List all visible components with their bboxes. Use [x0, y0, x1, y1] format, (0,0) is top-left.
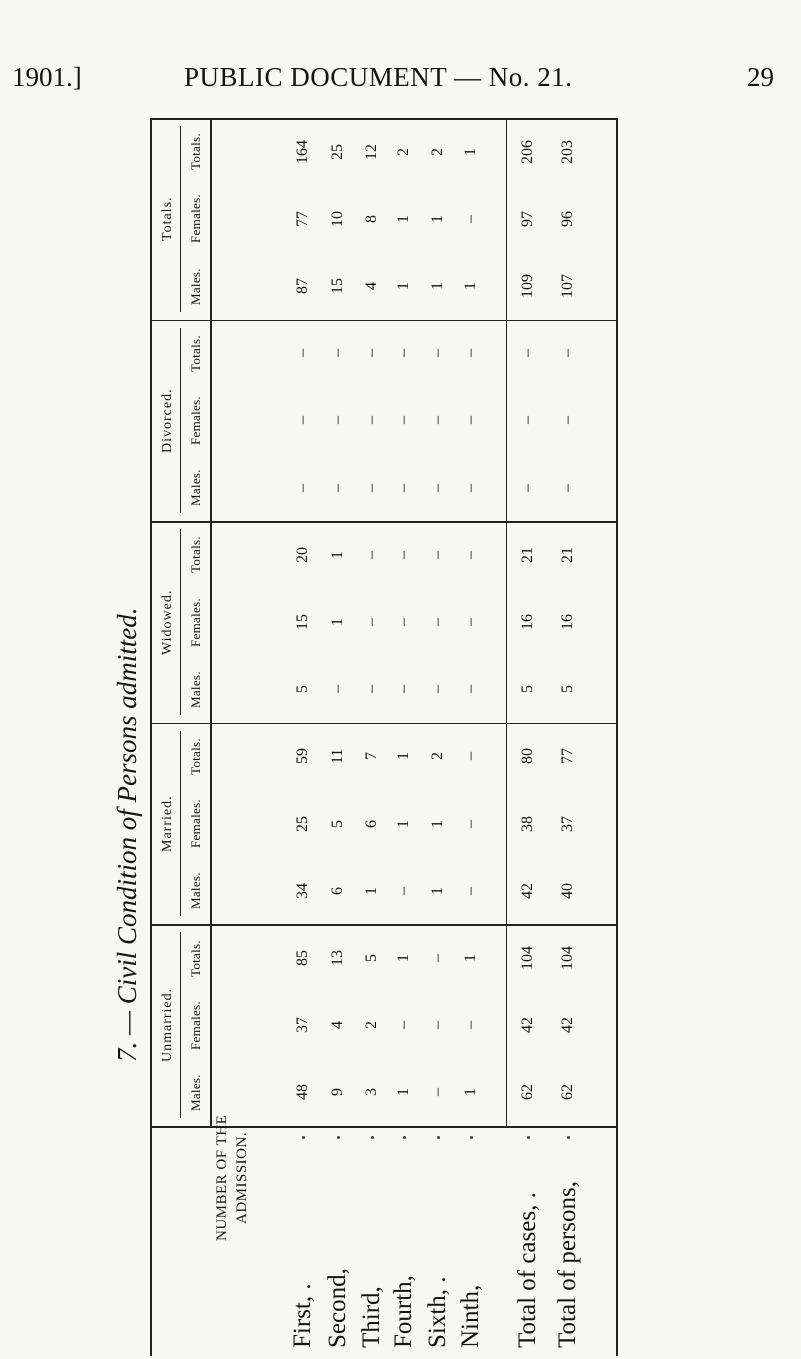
total-cases-cell: 206: [519, 139, 536, 164]
leader-dot: [437, 1136, 440, 1139]
total-persons-cell: 62: [559, 1084, 576, 1101]
leader-dot: [470, 1136, 473, 1139]
table-cell: 25: [329, 143, 346, 160]
table-cell: 13: [329, 950, 346, 966]
table-cell: –: [395, 886, 412, 895]
total-persons-cell: 77: [559, 748, 576, 765]
column-header-males: Males.: [188, 670, 203, 708]
table-cell: –: [294, 483, 311, 492]
total-persons-cell: 96: [559, 210, 576, 227]
table-cell: –: [329, 685, 346, 694]
table-cell: –: [395, 685, 412, 694]
table-cell: 1: [429, 886, 446, 895]
table-cell: 85: [294, 950, 311, 966]
table-cell: 5: [294, 685, 311, 694]
table-cell: 1: [395, 282, 412, 290]
table-cell: –: [462, 685, 479, 694]
table-cell: 20: [294, 546, 311, 563]
column-header-females: Females.: [188, 799, 203, 849]
table-cell: 1: [462, 147, 479, 156]
table-cell: 5: [363, 954, 380, 962]
table-cell: –: [294, 416, 311, 425]
table-cell: –: [329, 349, 346, 358]
table-cell: 4: [363, 282, 380, 290]
column-header-males: Males.: [188, 1074, 203, 1111]
total-cases-label: Total of cases, .: [514, 1192, 541, 1348]
table-cell: 87: [294, 278, 311, 294]
column-header-totals: Totals.: [188, 133, 203, 171]
civil-condition-table: [150, 118, 618, 1356]
table-cell: 59: [294, 748, 311, 765]
group-separator-rule: [150, 924, 616, 926]
table-cell: 164: [294, 139, 311, 164]
table-cell: –: [363, 483, 380, 492]
table-cell: –: [429, 618, 446, 626]
row-label: First, .: [289, 1283, 316, 1348]
table-cell: –: [429, 349, 446, 358]
header-divider-rule: [210, 118, 212, 1126]
table-cell: 7: [363, 752, 380, 761]
table-cell: 15: [294, 614, 311, 630]
leader-dot: [371, 1136, 374, 1139]
column-header-totals: Totals.: [188, 939, 203, 977]
table-cell: 1: [363, 886, 380, 895]
header-title: PUBLIC DOCUMENT — No. 21.: [184, 62, 573, 92]
group-separator-rule: [150, 723, 616, 725]
group-header-widowed: Widowed.: [160, 589, 175, 655]
table-cell: 1: [329, 618, 346, 626]
group-separator-rule: [150, 320, 616, 322]
table-cell: –: [395, 618, 412, 626]
table-cell: 25: [294, 815, 311, 832]
table-cell: –: [429, 416, 446, 425]
table-cell: 2: [429, 147, 446, 156]
page-number: 29: [747, 62, 774, 92]
group-header-divorced: Divorced.: [160, 388, 175, 453]
table-cell: 15: [329, 278, 346, 294]
row-header-line-1: NUMBER OF THE: [213, 1114, 230, 1241]
leader-dot: [403, 1136, 406, 1139]
total-persons-label: Total of persons,: [554, 1181, 581, 1348]
table-cell: 12: [363, 143, 380, 160]
table-cell: –: [395, 550, 412, 559]
table-cell: –: [329, 483, 346, 492]
table-cell: 1: [395, 1088, 412, 1097]
table-cell: –: [462, 214, 479, 223]
table-cell: 1: [429, 214, 446, 223]
table-right-rule: [616, 118, 618, 1356]
total-cases-cell: 97: [519, 210, 536, 227]
column-header-males: Males.: [188, 872, 203, 910]
row-label: Ninth,: [457, 1284, 484, 1348]
total-persons-cell: –: [559, 416, 576, 425]
row-label: Third,: [358, 1286, 385, 1348]
table-cell: –: [462, 886, 479, 895]
group-inner-rule: [180, 731, 181, 917]
table-cell: 1: [429, 819, 446, 828]
total-cases-cell: 21: [519, 546, 536, 563]
total-persons-cell: –: [559, 483, 576, 492]
table-cell: –: [462, 349, 479, 358]
row-label: Second,: [324, 1268, 351, 1348]
group-separator-rule: [150, 521, 616, 523]
total-persons-cell: 107: [559, 274, 576, 298]
total-persons-cell: –: [559, 349, 576, 358]
column-header-totals: Totals.: [188, 737, 203, 775]
total-persons-cell: 203: [559, 139, 576, 164]
table-caption: 7. — Civil Condition of Persons admitted.: [112, 607, 142, 1062]
total-persons-cell: 21: [559, 546, 576, 563]
group-header-married: Married.: [160, 795, 175, 853]
column-header-totals: Totals.: [188, 536, 203, 574]
totals-divider-rule: [506, 118, 507, 1126]
table-cell: 2: [429, 752, 446, 761]
table-cell: –: [462, 819, 479, 828]
header-year: 1901.]: [12, 62, 82, 92]
table-cell: –: [363, 349, 380, 358]
table-cell: 8: [363, 214, 380, 223]
leader-dot: [527, 1136, 530, 1139]
column-header-males: Males.: [188, 267, 203, 305]
table-cell: 1: [462, 282, 479, 290]
table-cell: 9: [329, 1088, 346, 1097]
table-cell: 48: [294, 1084, 311, 1101]
table-cell: 1: [329, 550, 346, 559]
row-label: Fourth,: [390, 1275, 417, 1348]
total-persons-cell: 16: [559, 614, 576, 630]
column-header-females: Females.: [188, 395, 203, 445]
table-cell: 3: [363, 1088, 380, 1097]
row-label: Sixth, .: [424, 1276, 451, 1348]
total-persons-cell: 37: [559, 815, 576, 832]
table-cell: –: [429, 550, 446, 559]
group-header-unmarried: Unmarried.: [160, 988, 175, 1063]
table-cell: –: [462, 550, 479, 559]
total-cases-cell: 104: [519, 946, 536, 970]
table-cell: 2: [395, 147, 412, 156]
total-persons-cell: 104: [559, 946, 576, 970]
table-cell: 6: [329, 886, 346, 895]
group-separator-rule: [150, 118, 616, 120]
table-cell: –: [395, 1021, 412, 1030]
total-cases-cell: –: [519, 349, 536, 358]
table-cell: 5: [329, 819, 346, 828]
group-inner-rule: [180, 529, 181, 715]
total-cases-cell: 16: [519, 614, 536, 630]
table-cell: –: [462, 1021, 479, 1030]
table-cell: –: [363, 550, 380, 559]
table-cell: 2: [363, 1021, 380, 1030]
table-cell: –: [429, 954, 446, 962]
table-cell: –: [395, 416, 412, 425]
table-cell: 1: [395, 954, 412, 962]
table-cell: –: [462, 752, 479, 761]
column-header-totals: Totals.: [188, 334, 203, 372]
total-cases-cell: –: [519, 416, 536, 425]
total-cases-cell: 109: [519, 274, 536, 298]
table-cell: 1: [395, 819, 412, 828]
group-header-totals: Totals.: [160, 196, 175, 242]
table-cell: 4: [329, 1021, 346, 1030]
leader-dot: [567, 1136, 570, 1139]
total-cases-cell: 42: [519, 882, 536, 899]
table-cell: –: [363, 685, 380, 694]
table-cell: –: [329, 416, 346, 425]
table-cell: –: [395, 483, 412, 492]
column-header-females: Females.: [188, 194, 203, 244]
total-persons-cell: 40: [559, 882, 576, 899]
total-cases-cell: 5: [519, 685, 536, 694]
total-cases-cell: 42: [519, 1017, 536, 1034]
total-cases-cell: –: [519, 483, 536, 492]
table-left-rule: [150, 118, 152, 1356]
total-cases-cell: 80: [519, 748, 536, 765]
table-cell: 11: [329, 748, 346, 764]
table-cell: 77: [294, 210, 311, 227]
group-inner-rule: [180, 328, 181, 514]
table-cell: 1: [395, 752, 412, 761]
table-cell: –: [429, 483, 446, 492]
total-persons-cell: 5: [559, 685, 576, 694]
column-header-females: Females.: [188, 597, 203, 647]
table-cell: –: [363, 618, 380, 626]
leader-dot: [337, 1136, 340, 1139]
table-cell: 1: [395, 214, 412, 223]
total-cases-cell: 62: [519, 1084, 536, 1101]
leader-dot: [302, 1136, 305, 1139]
table-cell: –: [429, 1021, 446, 1030]
page-header: [0, 62, 801, 102]
table-cell: 1: [429, 282, 446, 290]
table-cell: 6: [363, 819, 380, 828]
table-cell: –: [429, 1088, 446, 1097]
total-persons-cell: 42: [559, 1017, 576, 1034]
table-cell: 34: [294, 882, 311, 899]
table-cell: 1: [462, 1088, 479, 1097]
table-cell: –: [395, 349, 412, 358]
table-cell: –: [462, 483, 479, 492]
group-inner-rule: [180, 932, 181, 1118]
table-cell: –: [429, 685, 446, 694]
table-cell: –: [462, 416, 479, 425]
column-header-males: Males.: [188, 469, 203, 507]
table-cell: –: [363, 416, 380, 425]
group-inner-rule: [180, 126, 181, 312]
row-header-line-2: ADMISSION.: [233, 1131, 250, 1224]
total-cases-cell: 38: [519, 815, 536, 832]
table-cell: 37: [294, 1017, 311, 1034]
column-header-females: Females.: [188, 1000, 203, 1050]
table-cell: –: [294, 349, 311, 358]
table-cell: 1: [462, 954, 479, 962]
table-cell: –: [462, 618, 479, 626]
table-cell: 10: [329, 210, 346, 227]
